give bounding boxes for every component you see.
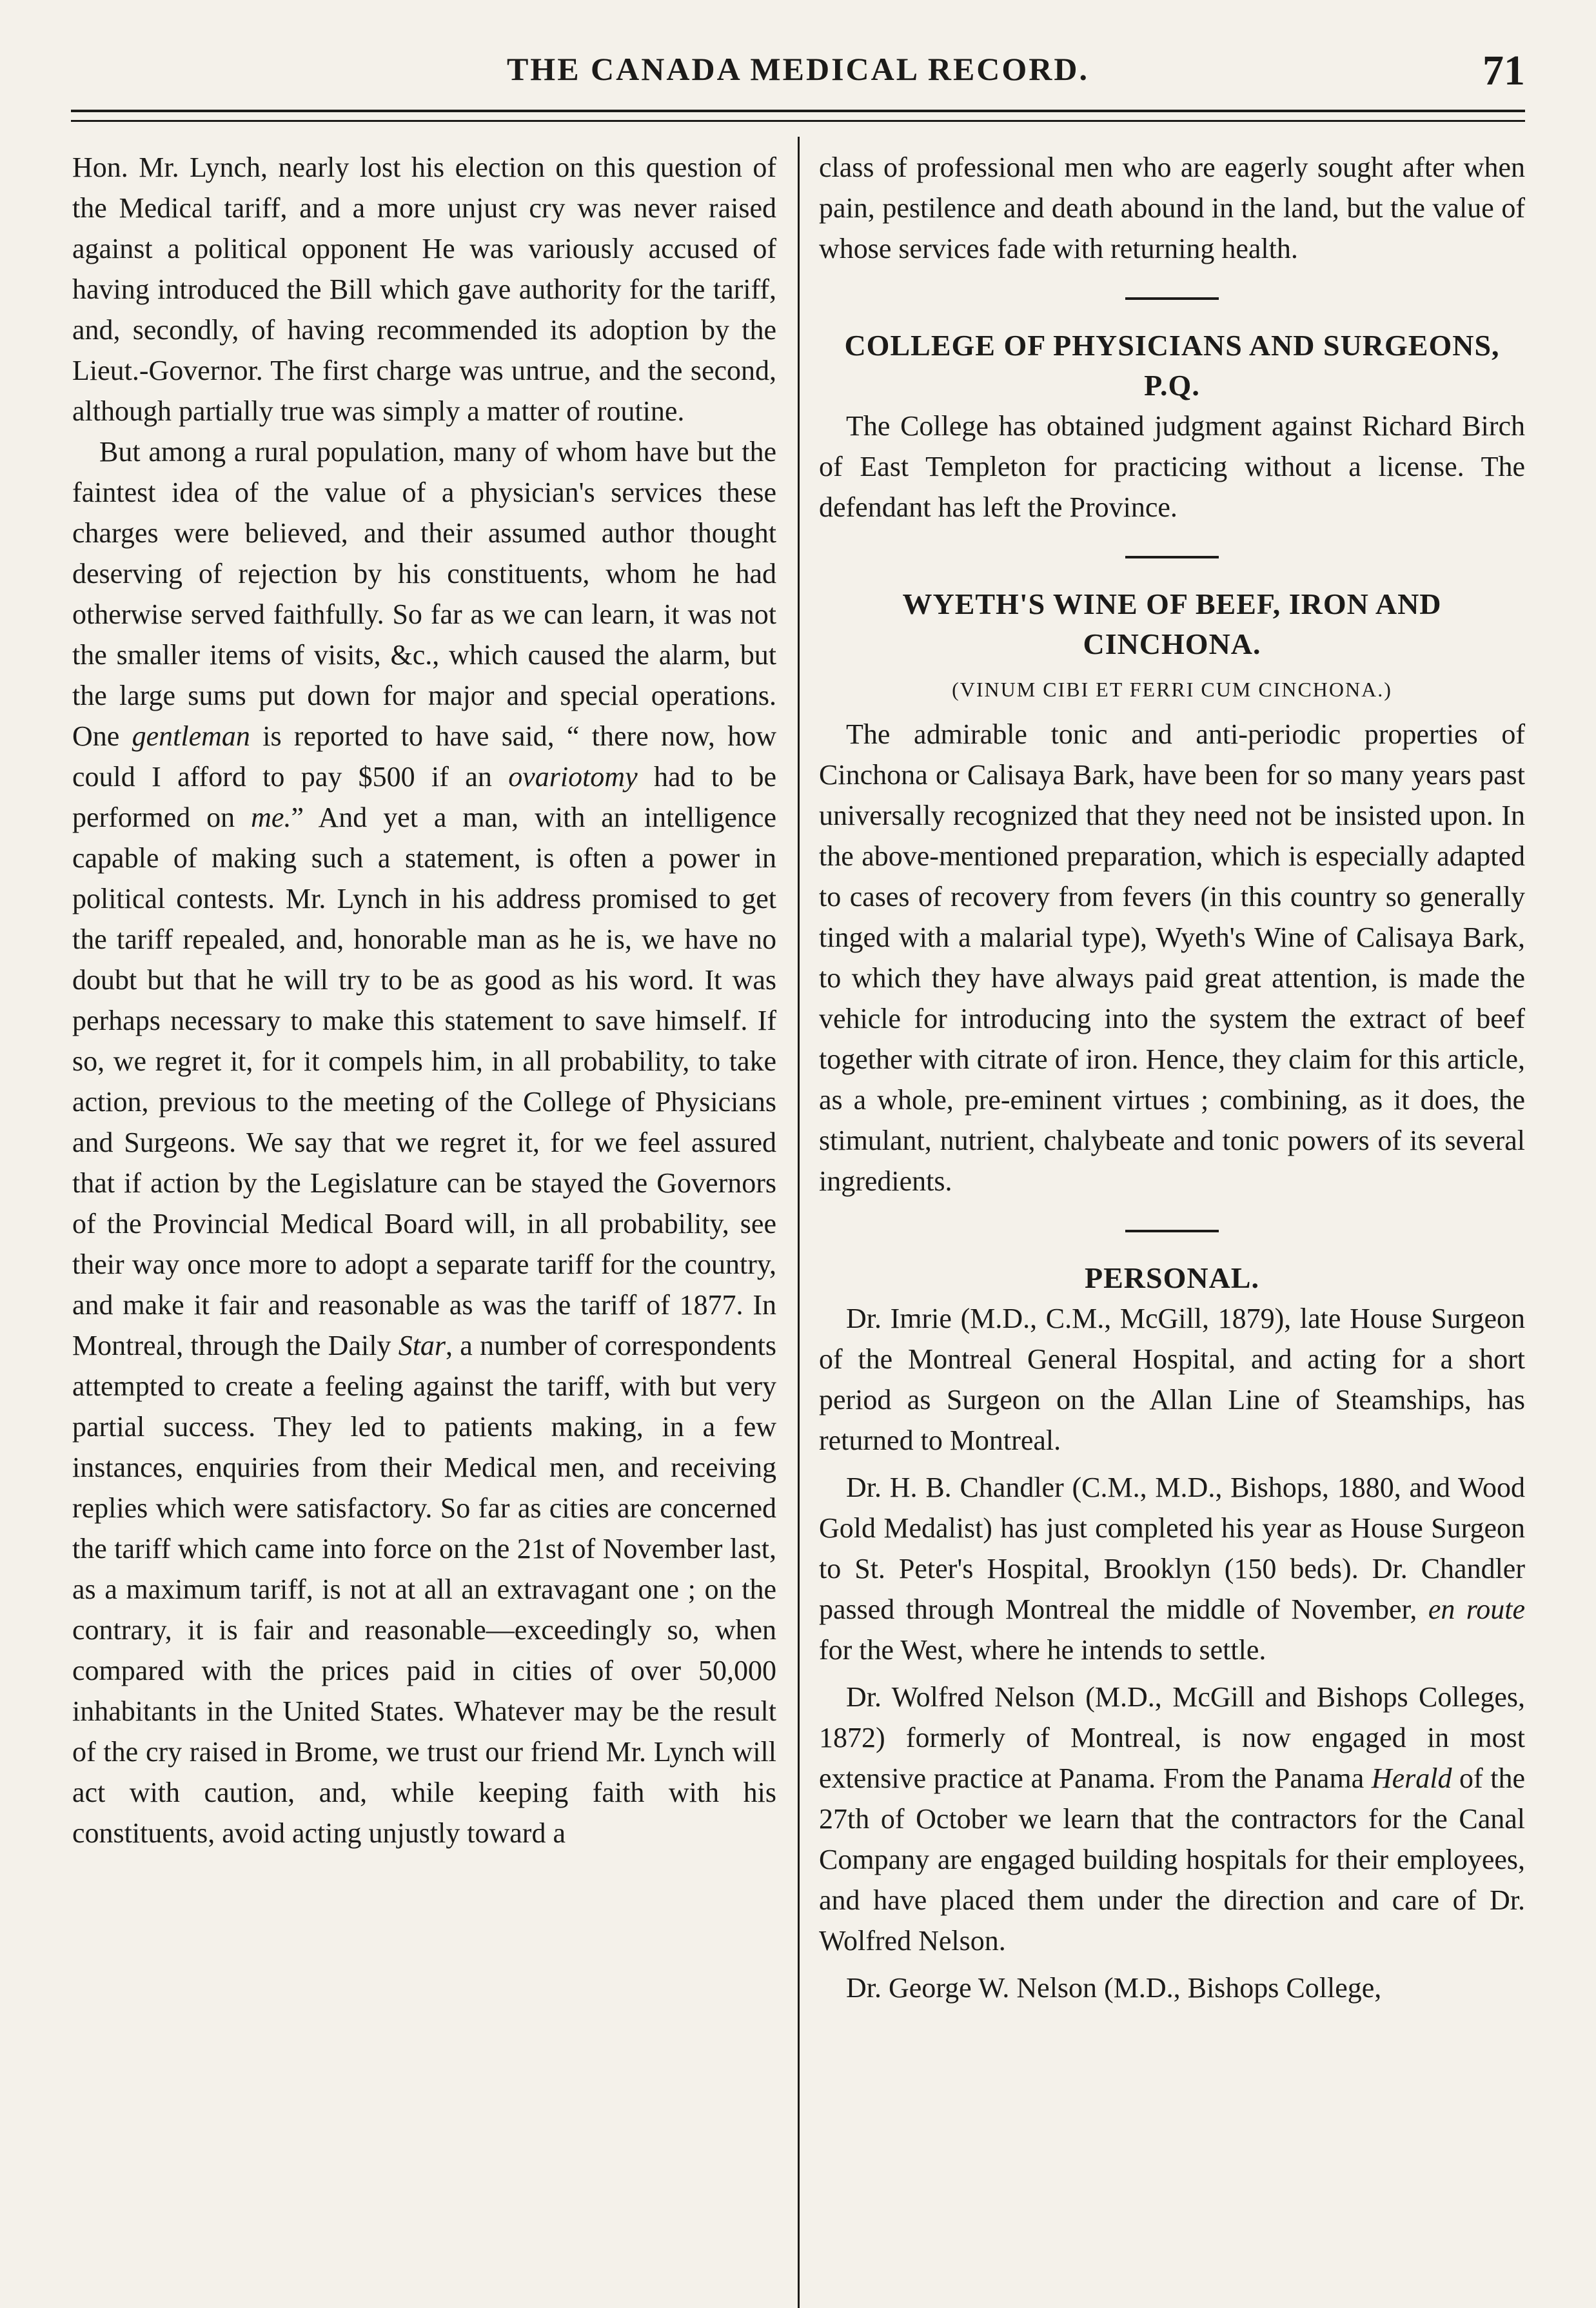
paragraph-wolfred-nelson: [819, 1677, 1525, 1961]
text-run: for the West, where he intends to settle.: [819, 1634, 1266, 1666]
paragraph-george-nelson: Dr. George W. Nelson (M.D., Bishops College,: [846, 1972, 1382, 2004]
paragraph-college: The College has obtained judgment against Richard Birch of East Templeton for practicing without a license. The defendant has left the Province.: [819, 410, 1525, 523]
paragraph-imrie: Dr. Imrie (M.D., C.M., McGill, 1879), late House Surgeon of the Montreal General Hospital, and acting for a short period as Surgeon on the Allan Line of Steamships, has returned to Montreal.: [819, 1303, 1525, 1456]
text-run: But among a rural population, many of whom have but the faintest idea of the value of a physician's services these charges were believed, and their assumed author thought deserving of rejection by his constituents, whom he had otherwise served faithfully. So far as we can learn, it was not the smaller items of visits, &c., which caused the alarm, but the large sums put down for major and special operations. One: [72, 436, 776, 752]
section-divider: [1125, 556, 1219, 558]
text-run: , a number of correspondents attempted to create a feeling against the tariff, with but very partial success. They led to patients making, in a few instances, enquiries from their Medical men, and receiving replies which were satisfactory. So far as cities are concerned the tariff which came into force on the 21st of November last, as a maximum tariff, is not at all an extravagant one ; on the contrary, it is fair and reasonable—exceedingly so, when compared with the prices paid in cities of over 50,000 inhabitants in the United States. Whatever may be the result of the cry raised in Brome, we trust our friend Mr. Lynch will act with caution, and, while keeping faith with his constituents, avoid acting unjustly toward a: [72, 1330, 777, 1849]
right-column: [819, 147, 1525, 2008]
italic-run: en route: [1428, 1593, 1525, 1625]
header-rule-secondary: [71, 120, 1525, 122]
italic-run: gentleman: [132, 720, 250, 752]
left-column: [72, 147, 776, 1853]
italic-run: me.: [251, 802, 291, 833]
text-run: is reported to have said, “ there now, how could I afford to pay $500 if an: [72, 720, 776, 793]
section-divider: [1125, 297, 1219, 300]
text-run: of the 27th of October we learn that the contractors for the Canal Company are engaged building hospitals for their employees, and have placed them under the direction and care of Dr. Wolfred Nelson.: [819, 1762, 1525, 1957]
heading-personal: PERSONAL.: [1085, 1261, 1259, 1294]
paragraph-rural-population: [72, 431, 776, 1853]
journal-title: THE CANADA MEDICAL RECORD.: [506, 51, 1090, 87]
paragraph-chandler: [819, 1467, 1525, 1670]
paragraph-lynch-election: Hon. Mr. Lynch, nearly lost his election on this question of the Medical tariff, and a more unjust cry was never raised against a political opponent He was variously accused of having introduced the Bill which gave authority for the tariff, and, secondly, of having recommended its adoption by the Lieut.-Governor. The first charge was untrue, and the second, although partially true was simply a matter of routine.: [72, 152, 776, 427]
paragraph-continuation: class of professional men who are eagerly sought after when pain, pestilence and death abound in the land, but the value of whose services fade with returning health.: [819, 152, 1525, 264]
italic-run: ovariotomy: [508, 761, 638, 793]
heading-college: COLLEGE OF PHYSICIANS AND SURGEONS, P.Q.: [844, 329, 1500, 402]
column-divider: [798, 137, 800, 2308]
heading-wyeth: WYETH'S WINE OF BEEF, IRON AND CINCHONA.: [902, 587, 1442, 660]
italic-run: Star: [398, 1330, 446, 1361]
running-head: [71, 46, 1525, 98]
section-divider: [1125, 1230, 1219, 1232]
text-run: Dr. H. B. Chandler (C.M., M.D., Bishops, 1880, and Wood Gold Medalist) has just completed his year as House Surgeon to St. Peter's Hospital, Brooklyn (150 beds). Dr. Chandler passed through Montreal the middle of November,: [819, 1472, 1525, 1625]
paragraph-wyeth: The admirable tonic and anti-periodic properties of Cinchona or Calisaya Bark, have been for so many years past universally recognized that they need not be insisted upon. In the above-mentioned preparation, which is especially adapted to cases of recovery from fevers (in this country so generally tinged with a malarial type), Wyeth's Wine of Calisaya Bark, to which they have always paid great attention, is made the vehicle for introducing into the system the extract of beef together with citrate of iron. Hence, they claim for this article, as a whole, pre-eminent virtues ; combining, as it does, the stimulant, nutrient, chalybeate and tonic powers of its several ingredients.: [819, 718, 1525, 1197]
subheading-latin: (VINUM CIBI ET FERRI CUM CINCHONA.): [952, 678, 1392, 701]
text-run: had to be performed on: [72, 761, 776, 833]
italic-run: Herald: [1371, 1762, 1452, 1794]
header-rule: [71, 110, 1525, 112]
page-number: 71: [1483, 47, 1525, 94]
text-run: ” And yet a man, with an intelligence capable of making such a statement, is often a power in political contests. Mr. Lynch in his address promised to get the tariff repealed, and, honorable man as he is, we have no doubt but that he will try to be as good as his word. It was perhaps necessary to make this statement to save himself. If so, we regret it, for it compels him, in all probability, to take action, previous to the meeting of the College of Physicians and Surgeons. We say that we regret it, for we feel assured that if action by the Legislature can be stayed the Governors of the Provincial Medical Board will, in all probability, see their way once more to adopt a separate tariff for the country, and make it fair and reasonable as was the tariff of 1877. In Montreal, through the Daily: [72, 802, 776, 1361]
text-run: Dr. Wolfred Nelson (M.D., McGill and Bishops Colleges, 1872) formerly of Montreal, is now engaged in most extensive practice at Panama. From the Panama: [819, 1681, 1525, 1794]
